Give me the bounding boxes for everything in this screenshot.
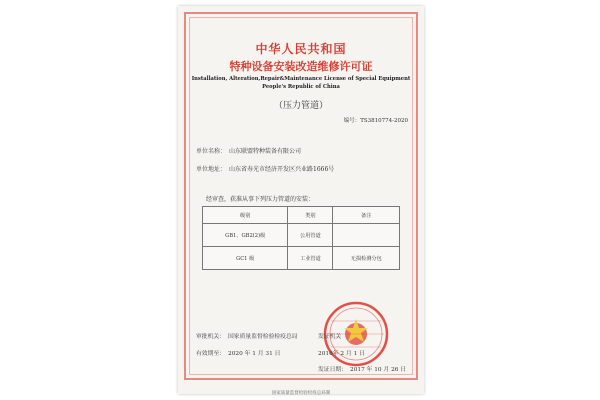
seal-date-fragment: 2016年 2 月 1 日 <box>318 351 365 357</box>
unit-address-label: 单位地址： <box>196 166 227 173</box>
unit-name-row <box>196 146 301 155</box>
number-value: TS3810774-2020 <box>360 118 408 124</box>
unit-name-label: 单位名称： <box>196 148 227 155</box>
table-header-row <box>203 207 400 224</box>
cell-remark: 无损检测分包 <box>333 247 400 270</box>
title-english-country: People's Republic of China <box>262 84 340 90</box>
valid-until-row <box>196 348 280 357</box>
table-row <box>203 247 400 270</box>
issue-date-value: 2017 年 10 月 26 日 <box>350 367 407 373</box>
title-license: 特种设备安装改造维修许可证 <box>229 60 373 73</box>
issue-org-label: 发证机关 <box>318 334 342 340</box>
cell-category: 公用管道 <box>288 224 333 247</box>
issuer-footer: 国家质量监督检验检疫总局制 <box>271 391 331 396</box>
cell-category: 工业管道 <box>288 247 333 270</box>
header-category: 类别 <box>288 207 333 224</box>
unit-address-row <box>196 164 334 173</box>
title-english: Installation, Alteration,Repair&Maintenance License of Special Equipment <box>191 76 411 82</box>
approval-org-label: 审批机关： <box>196 334 225 340</box>
license-category: （压力管道） <box>273 101 328 111</box>
title-country: 中华人民共和国 <box>255 42 347 56</box>
number-label: 编号： <box>343 118 361 124</box>
certificate <box>178 6 424 394</box>
approval-intro: 经审查，获准从事下列压力管道的安装： <box>206 196 315 203</box>
cell-level: GB1、GB2(2)级 <box>203 224 288 247</box>
valid-until-label: 有效期至： <box>196 351 225 357</box>
approval-org-value: 国家质量监督检验检疫总局 <box>228 334 298 340</box>
unit-address-value: 山东省寿光市经济开发区兴业路1666号 <box>229 166 335 173</box>
cell-remark <box>333 224 400 247</box>
scope-table <box>202 206 400 270</box>
approval-org-row <box>196 331 298 340</box>
header-level: 级别 <box>203 207 288 224</box>
header-remark: 备注 <box>333 207 400 224</box>
issue-date-label: 发证日期： <box>318 367 347 373</box>
issue-date-row <box>318 364 406 373</box>
valid-until-value: 2020 年 1 月 31 日 <box>228 351 281 357</box>
certificate-number <box>344 116 408 124</box>
cell-level: GC1 级 <box>203 247 288 270</box>
unit-name-value: 山东联盟特种装备有限公司 <box>229 148 302 155</box>
table-row <box>203 224 400 247</box>
